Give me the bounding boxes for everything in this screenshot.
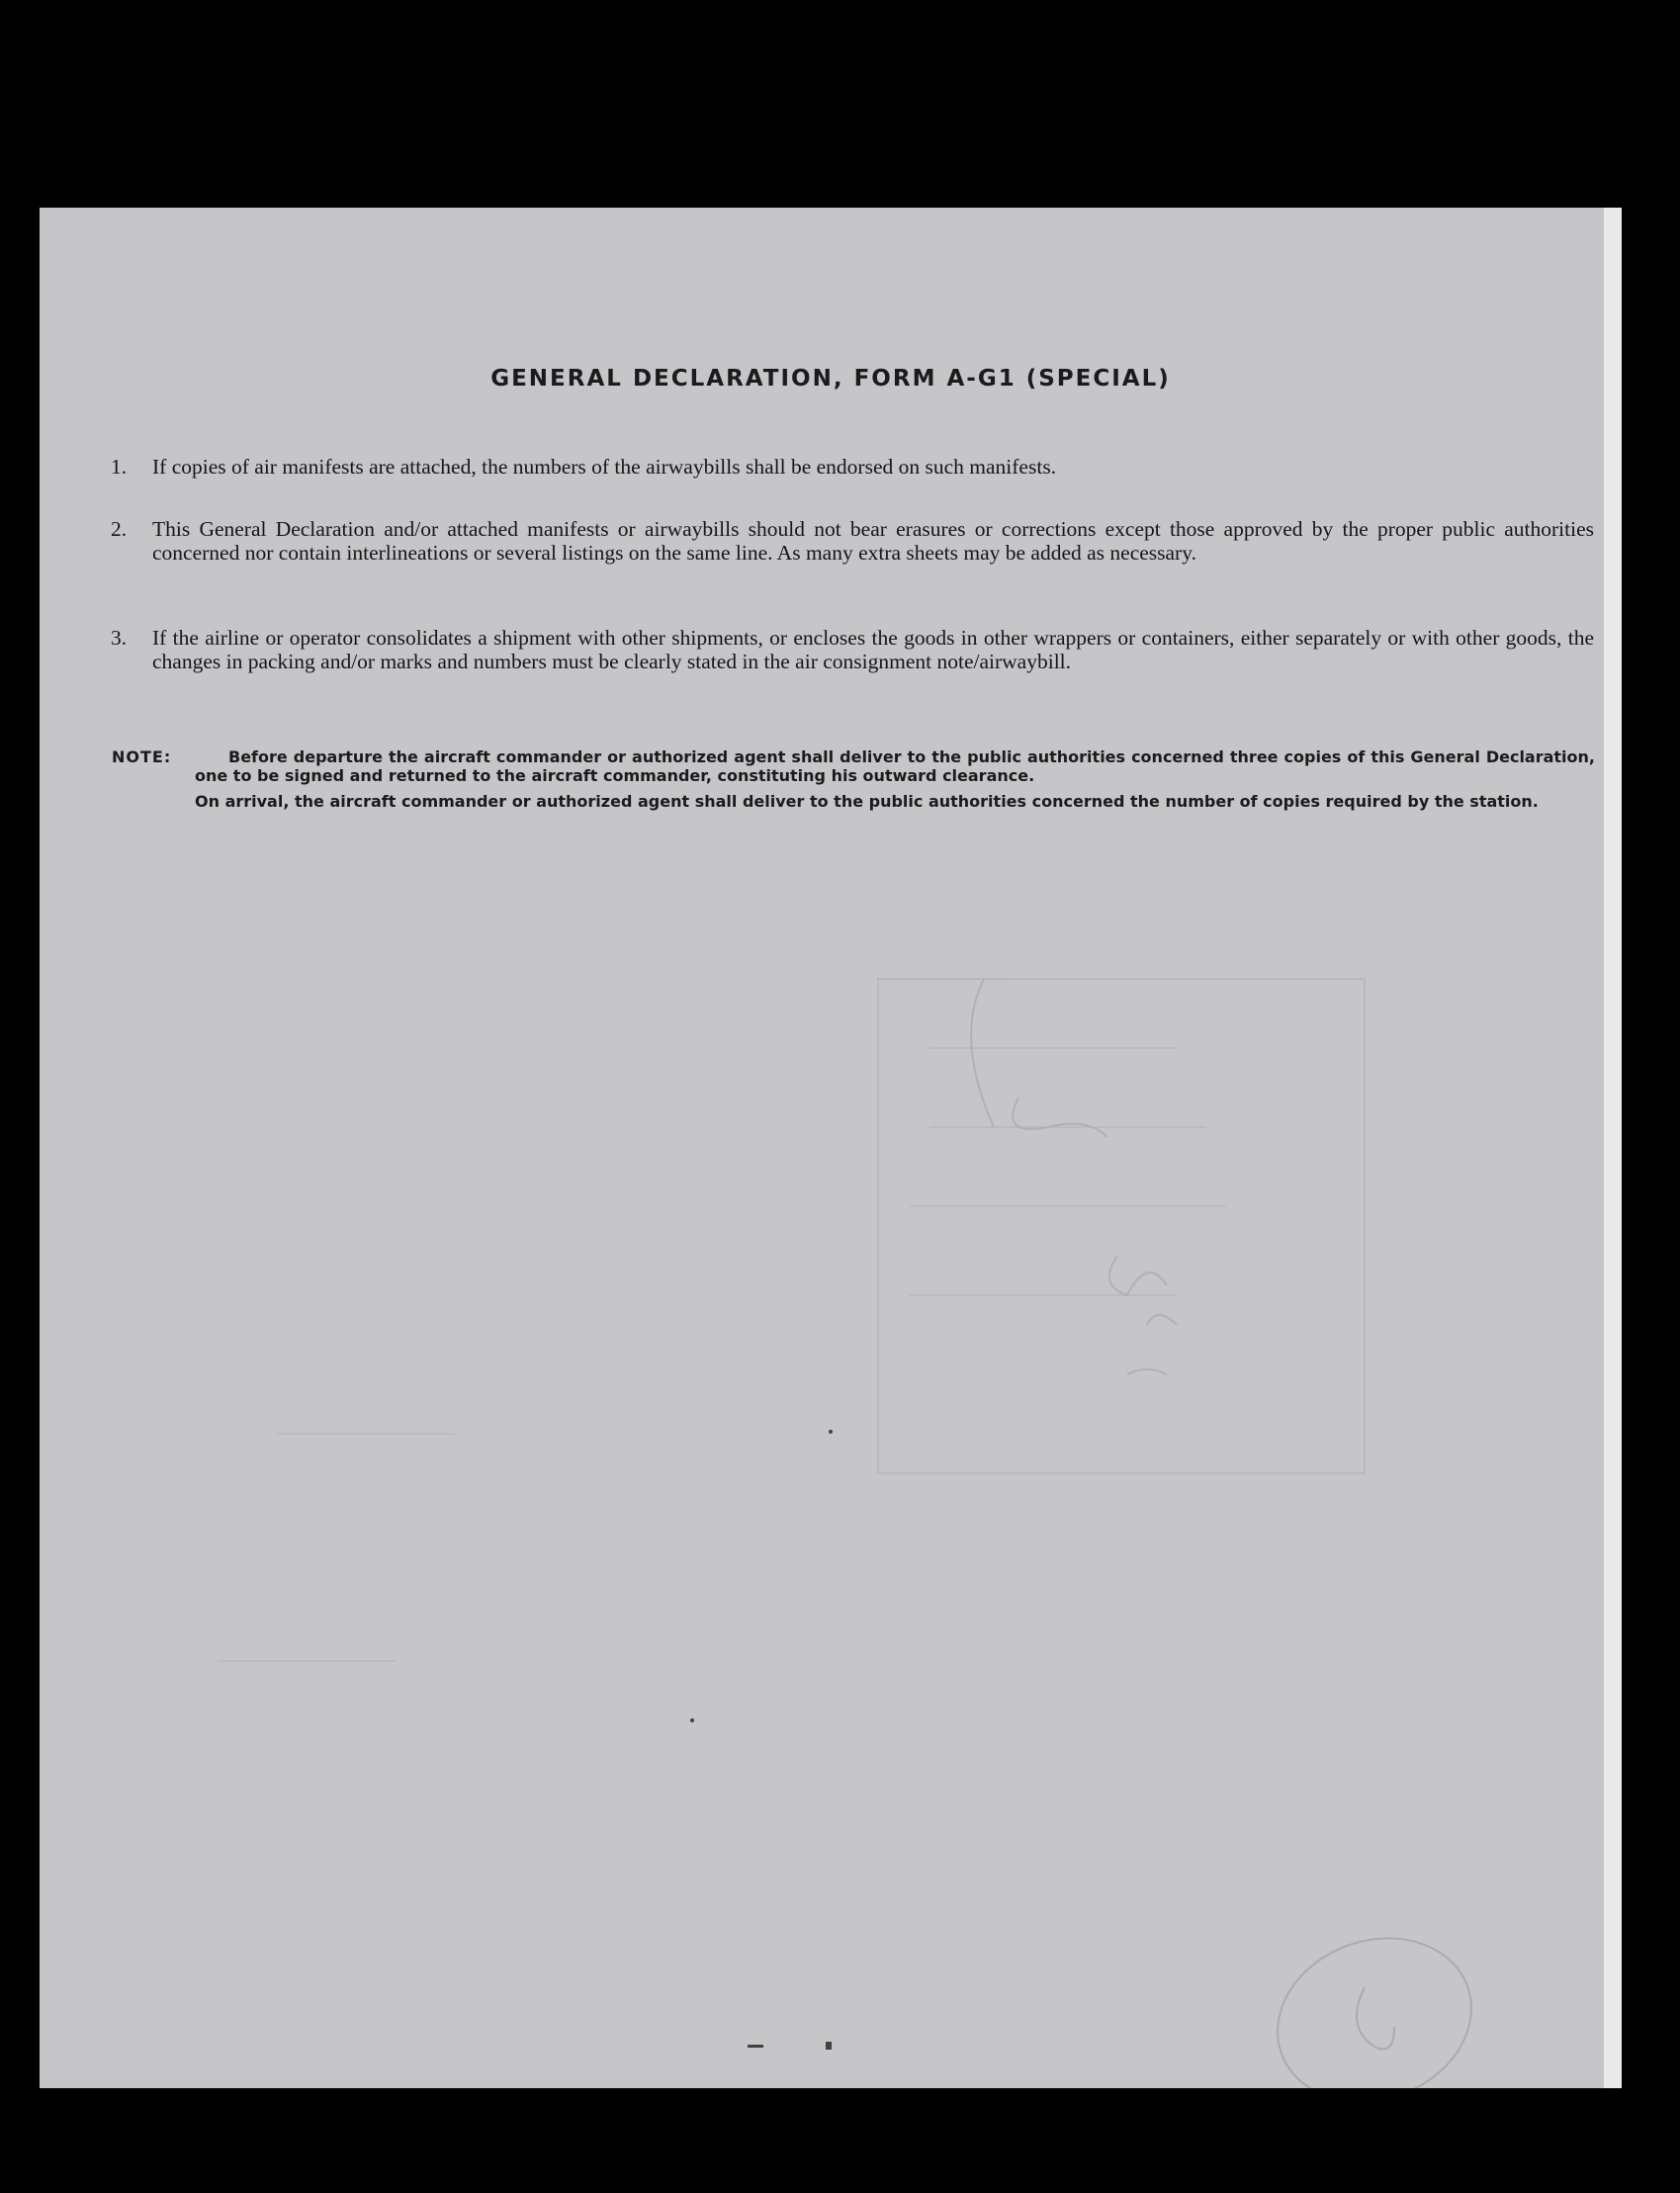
- item-number: 1.: [111, 455, 128, 479]
- note-paragraph-departure: Before departure the aircraft commander or authorized agent shall deliver to the public authorities concerned three copies of this General Declaration, one to be signed and returned to the aircraft commander, constituting his outward clearance.: [195, 747, 1595, 785]
- item-number: 2.: [111, 517, 128, 541]
- note-body: [195, 747, 1595, 811]
- item-text: If the airline or operator consolidates a shipment with other shipments, or encloses the goods in other wrappers or containers, either separately or with other goods, the changes in packing and/or marks and numbers must be clearly stated in the air consignment note/airwaybill.: [152, 626, 1594, 673]
- item-text: This General Declaration and/or attached manifests or airwaybills should not bear erasures or corrections except those approved by the proper public authorities concerned nor contain interlineations or several listings on the same line. As many extra sheets may be added as necessary.: [152, 517, 1594, 565]
- instruction-item-2: [111, 517, 1594, 565]
- bleed-through-marks: [40, 208, 1622, 2088]
- form-title: GENERAL DECLARATION, FORM A-G1 (SPECIAL): [490, 366, 1171, 392]
- note-paragraph-arrival: On arrival, the aircraft commander or authorized agent shall deliver to the public authorities concerned the number of copies required by the station.: [195, 792, 1539, 811]
- document-page: [40, 208, 1622, 2088]
- instruction-item-1: [111, 455, 1594, 479]
- instruction-item-3: [111, 626, 1594, 673]
- item-number: 3.: [111, 626, 128, 650]
- note-label: NOTE:: [112, 747, 172, 766]
- item-text: If copies of air manifests are attached, the numbers of the airwaybills shall be endorsed on such manifests.: [152, 455, 1057, 479]
- note-section: [112, 747, 1595, 811]
